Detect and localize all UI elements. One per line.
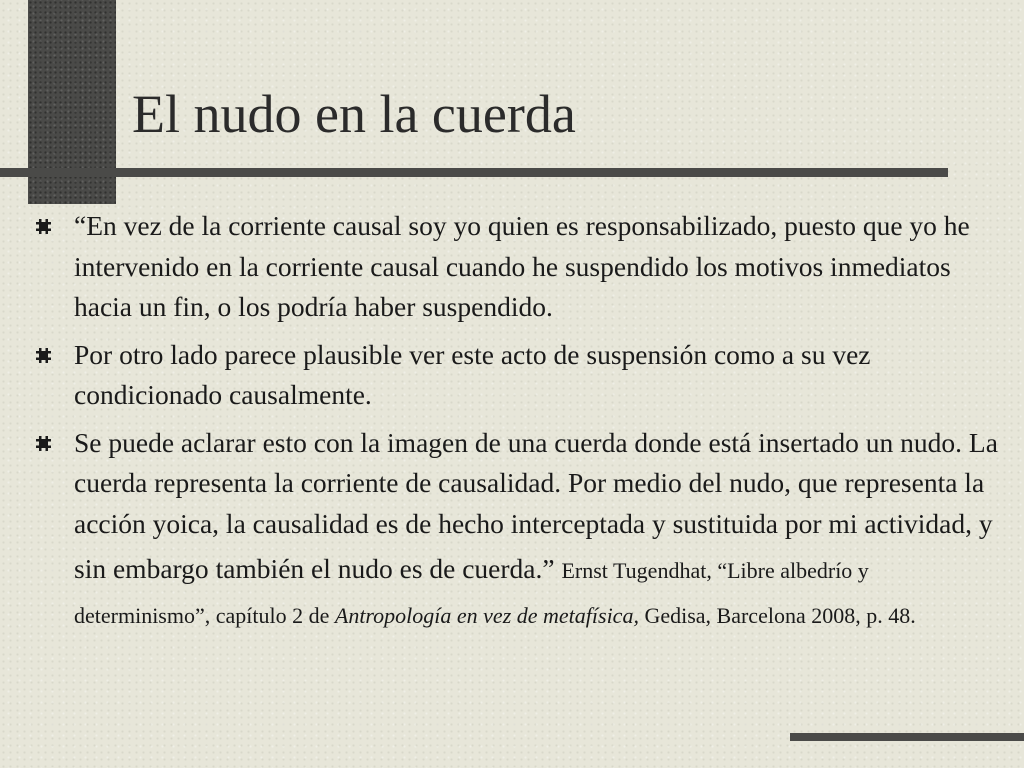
citation-publisher: Gedisa, Barcelona 2008, p. 48. [644, 603, 916, 628]
slide-title: El nudo en la cuerda [132, 84, 576, 144]
bullet-item [36, 206, 1006, 328]
hash-bullet-icon [36, 219, 51, 234]
citation-author: Ernst Tugendhat, “Libre albedrío y determinismo”, capítulo 2 de [74, 558, 869, 628]
hash-bullet-icon [36, 348, 51, 363]
bullet-text: “En vez de la corriente causal soy yo quien es responsabilizado, puesto que yo he intervenido en la corriente causal cuando he suspendido los motivos inmediatos hacia un fin, o los podría haber suspendido. [74, 210, 970, 322]
bullet-list [36, 206, 1006, 642]
hash-bullet-icon [36, 436, 51, 451]
bullet-item [36, 335, 1006, 416]
bullet-text-ending: también el nudo es de cuerda.” [215, 553, 555, 584]
bullet-text: Por otro lado parece plausible ver este acto de suspensión como a su vez condicionado causalmente. [74, 338, 871, 410]
title-divider-rule [0, 168, 948, 177]
bottom-divider-rule [790, 733, 1024, 741]
citation-book-title: Antropología en vez de metafísica, [334, 603, 639, 628]
bullet-text: Se puede aclarar esto con la imagen de una cuerda donde está insertado un nudo. La cuerda representa la corriente de causalidad. Por medio del nudo, que representa la acción yoica, la causalidad es de hecho interceptada y sustituida por mi actividad, y sin embargo [74, 426, 998, 584]
bullet-item [36, 423, 1006, 635]
